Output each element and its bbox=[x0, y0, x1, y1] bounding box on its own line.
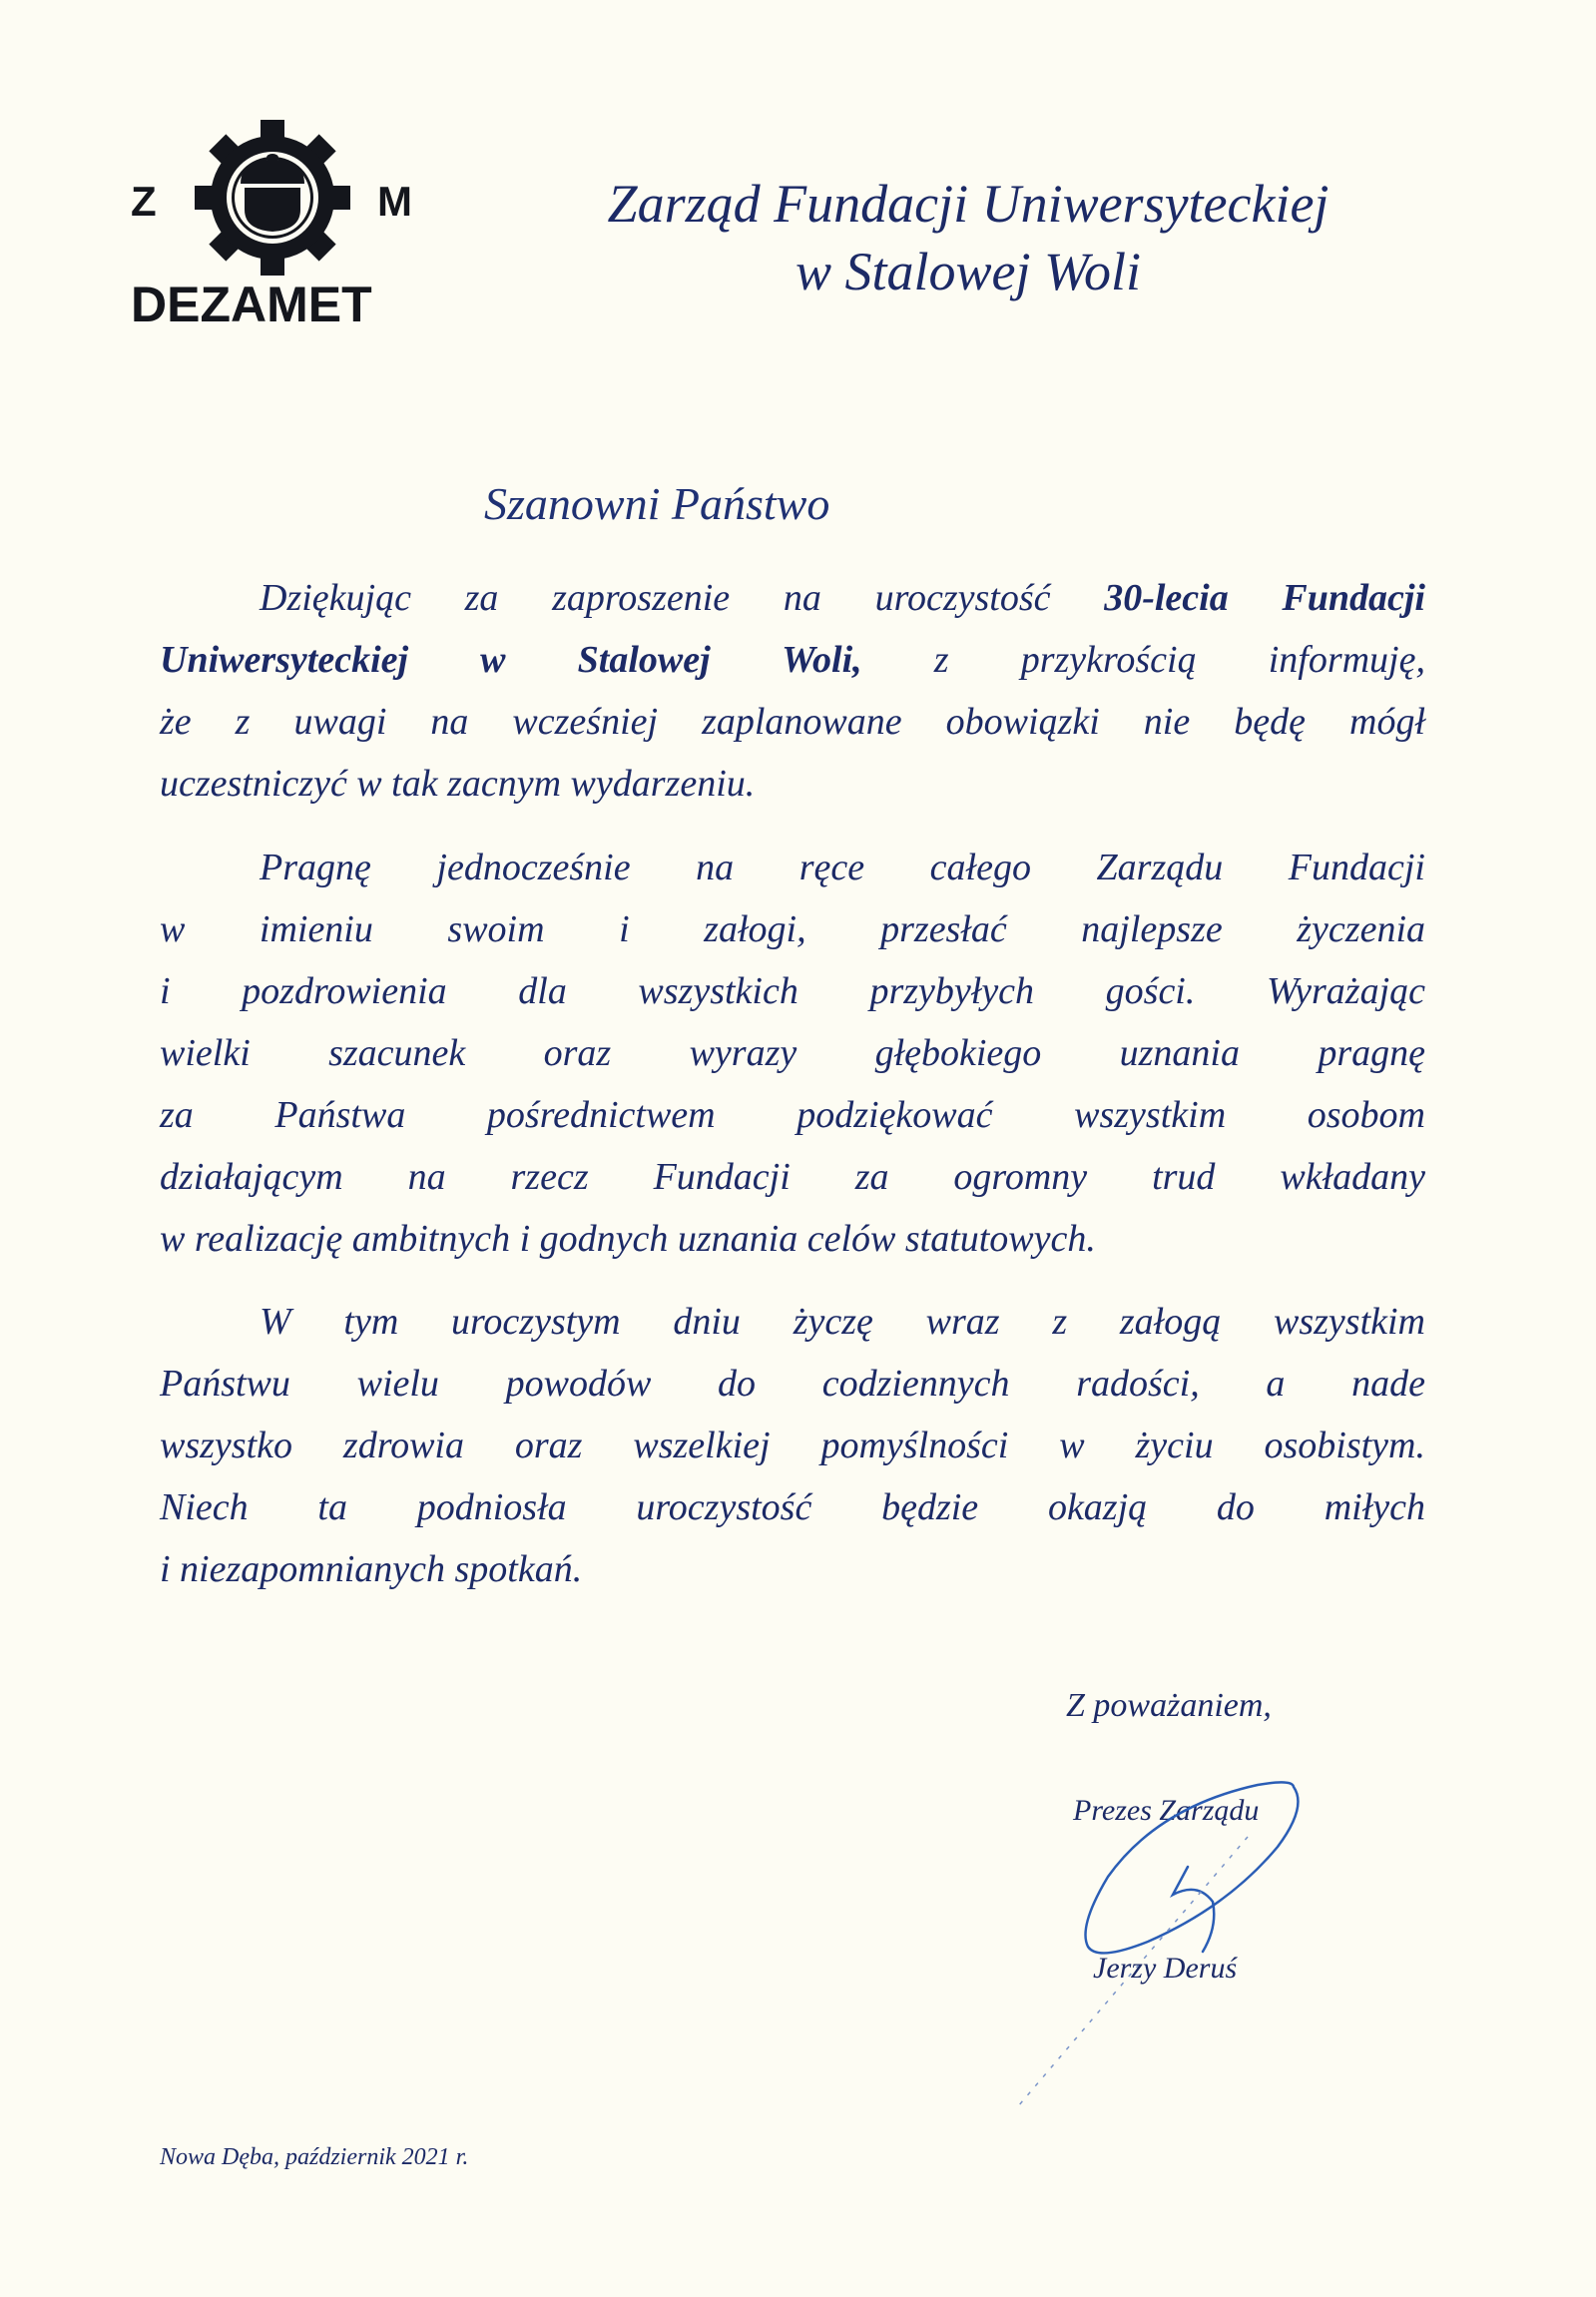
paragraph-line: za Państwa pośrednictwem podziękować wszystkim osobom bbox=[160, 1094, 1425, 1136]
company-logo bbox=[128, 118, 427, 332]
event-name-bold: Uniwersyteckiej w Stalowej Woli, bbox=[160, 639, 862, 681]
event-name-bold: 30-lecia Fundacji bbox=[1104, 577, 1425, 619]
gear-acorn-icon bbox=[193, 118, 352, 278]
paragraph-line: W tym uroczystym dniu życzę wraz z załogą wszystkim bbox=[260, 1301, 1425, 1343]
text-run: Dziękując za zaproszenie na uroczystość bbox=[260, 577, 1105, 619]
logo-letter-m: M bbox=[377, 178, 412, 225]
paragraph-2 bbox=[160, 837, 1425, 1270]
paragraph-1 bbox=[160, 567, 1425, 815]
paragraph-line bbox=[160, 567, 1425, 629]
closing-phrase: Z poważaniem, bbox=[1066, 1687, 1272, 1724]
paragraph-line: Niech ta podniosła uroczystość będzie okazją do miłych bbox=[160, 1486, 1425, 1528]
place-and-date: Nowa Dęba, październik 2021 r. bbox=[160, 2144, 469, 2170]
logo-brand-name: DEZAMET bbox=[131, 277, 372, 332]
paragraph-line: że z uwagi na wcześniej zaplanowane obowiązki nie będę mógł bbox=[160, 701, 1425, 743]
paragraph-line: i pozdrowienia dla wszystkich przybyłych gości. Wyrażając bbox=[160, 970, 1425, 1012]
paragraph-line: uczestniczyć w tak zacnym wydarzeniu. bbox=[160, 763, 756, 805]
paragraph-line: Państwu wielu powodów do codziennych radości, a nade bbox=[160, 1363, 1425, 1405]
paragraph-line: działającym na rzecz Fundacji za ogromny trud wkładany bbox=[160, 1156, 1425, 1198]
salutation: Szanowni Państwo bbox=[484, 478, 830, 529]
paragraph-line: wielki szacunek oraz wyrazy głębokiego uznania pragnę bbox=[160, 1032, 1425, 1074]
paragraph-line bbox=[160, 629, 1425, 691]
paragraph-line: Pragnę jednocześnie na ręce całego Zarządu Fundacji bbox=[260, 847, 1425, 888]
paragraph-line: i niezapomnianych spotkań. bbox=[160, 1548, 583, 1590]
paragraph-3 bbox=[160, 1291, 1425, 1600]
logo-letter-z: Z bbox=[131, 178, 157, 225]
text-run: z przykrością informuję, bbox=[861, 639, 1425, 681]
letterhead-title-line-1: Zarząd Fundacji Uniwersyteckiej bbox=[607, 174, 1330, 234]
paragraph-line: wszystko zdrowia oraz wszelkiej pomyślności w życiu osobistym. bbox=[160, 1425, 1425, 1466]
letterhead-title bbox=[519, 170, 1417, 305]
signatory-name: Jerzy Deruś bbox=[1093, 1952, 1238, 1985]
paragraph-line: w imieniu swoim i załogi, przesłać najlepsze życzenia bbox=[160, 908, 1425, 950]
paragraph-line: w realizację ambitnych i godnych uznania celów statutowych. bbox=[160, 1218, 1096, 1260]
signatory-role: Prezes Zarządu bbox=[1073, 1794, 1260, 1827]
letterhead-title-line-2: w Stalowej Woli bbox=[795, 242, 1142, 301]
